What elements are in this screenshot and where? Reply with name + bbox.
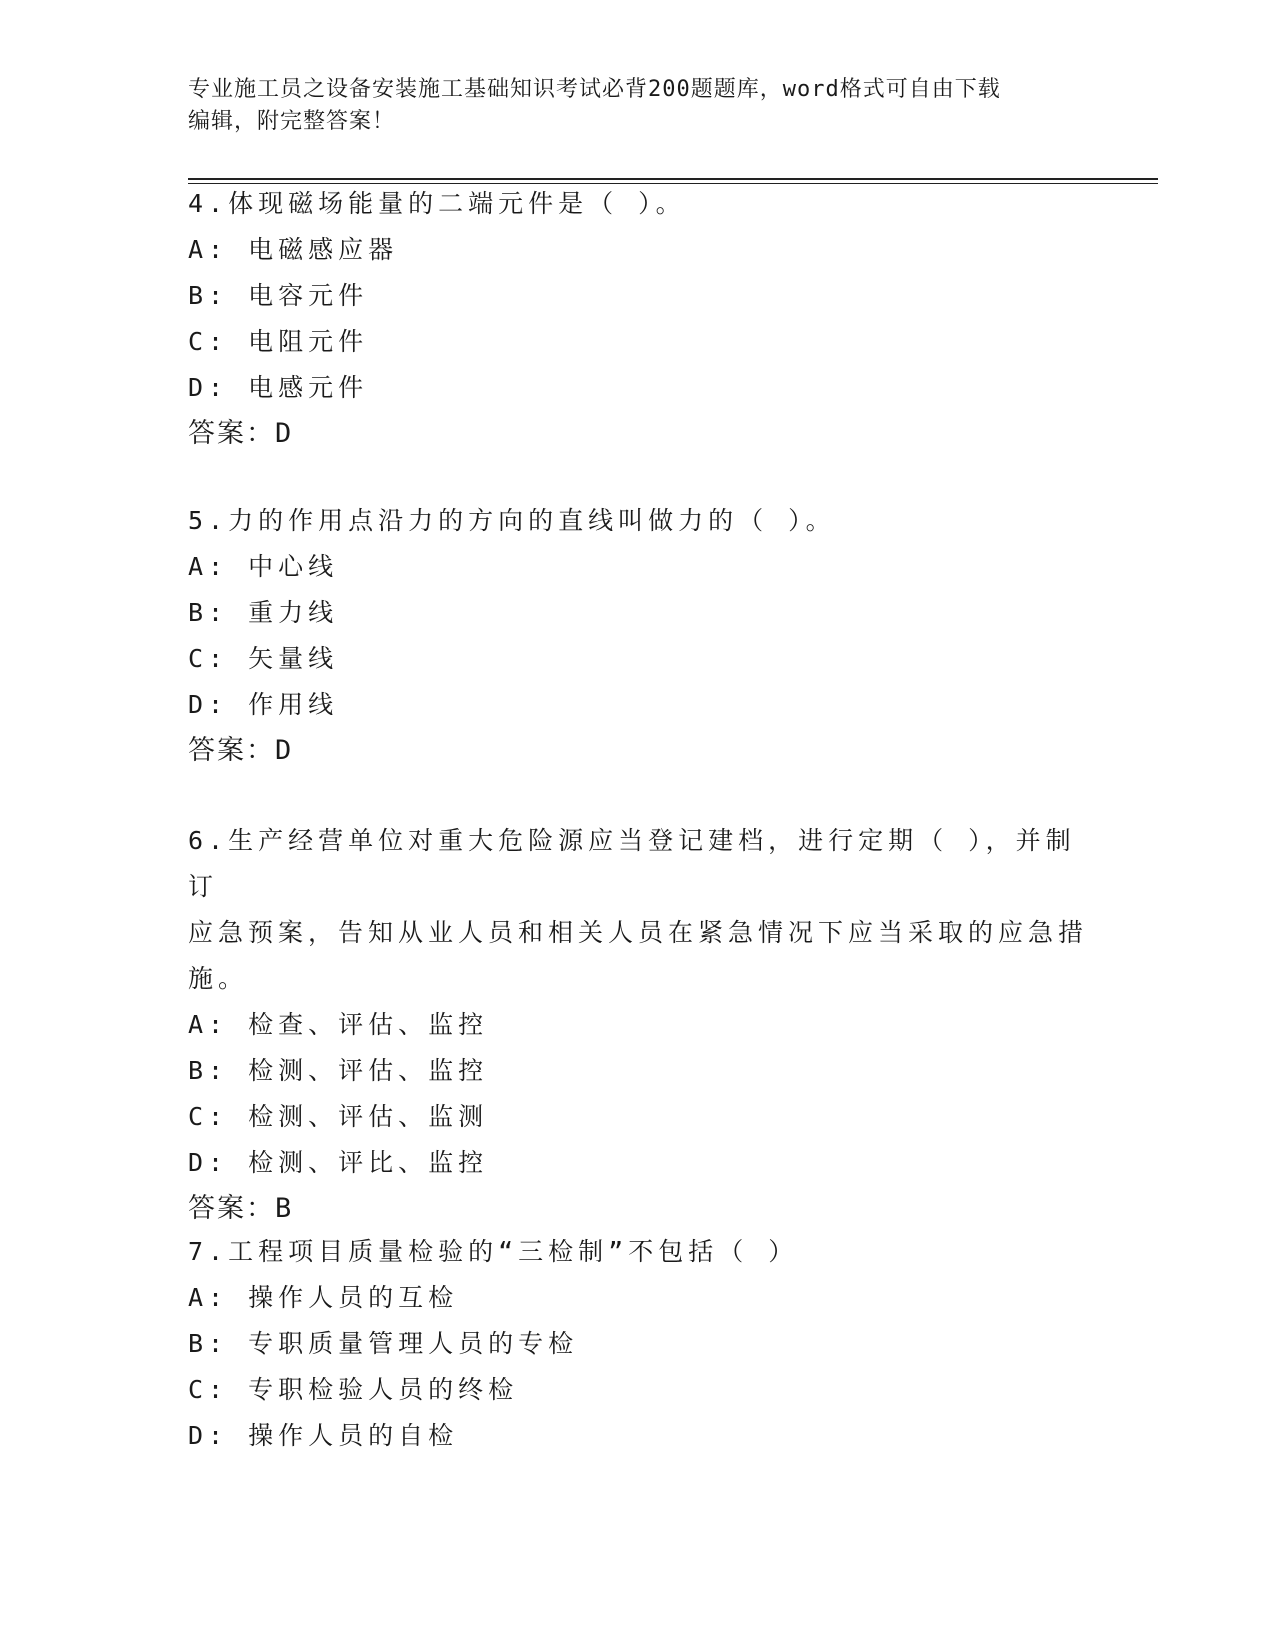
question-title-line-3: 施。 xyxy=(188,964,249,993)
option-d: D: 电感元件 xyxy=(188,373,369,402)
header-line-1: 专业施工员之设备安装施工基础知识考试必背200题题库，word格式可自由下载 xyxy=(188,77,1001,102)
question-title: 4.体现磁场能量的二端元件是（ ）。 xyxy=(188,189,686,218)
question-5 xyxy=(188,498,1088,774)
option-c: C: 电阻元件 xyxy=(188,327,369,356)
option-a: A: 检查、评估、监控 xyxy=(188,1010,489,1039)
question-title: 5.力的作用点沿力的方向的直线叫做力的（ ）。 xyxy=(188,506,836,535)
answer: 答案：B xyxy=(188,1193,294,1224)
question-title-line-2: 应急预案，告知从业人员和相关人员在紧急情况下应当采取的应急措 xyxy=(188,918,1089,947)
question-6 xyxy=(188,818,1088,1232)
option-c: C: 矢量线 xyxy=(188,644,339,673)
option-b: B: 重力线 xyxy=(188,598,339,627)
header-line-2: 编辑，附完整答案！ xyxy=(188,109,396,134)
option-a: A: 电磁感应器 xyxy=(188,235,399,264)
option-c: C: 专职检验人员的终检 xyxy=(188,1375,519,1404)
option-d: D: 作用线 xyxy=(188,690,339,719)
question-7 xyxy=(188,1229,1088,1459)
question-title: 7.工程项目质量检验的“三检制”不包括（ ） xyxy=(188,1237,799,1266)
option-b: B: 电容元件 xyxy=(188,281,369,310)
document-header xyxy=(188,74,1068,138)
option-d: D: 检测、评比、监控 xyxy=(188,1148,489,1177)
option-d: D: 操作人员的自检 xyxy=(188,1421,459,1450)
option-a: A: 操作人员的互检 xyxy=(188,1283,459,1312)
option-b: B: 检测、评估、监控 xyxy=(188,1056,489,1085)
question-4 xyxy=(188,181,1088,457)
option-c: C: 检测、评估、监测 xyxy=(188,1102,489,1131)
header-rule-thick xyxy=(188,178,1158,180)
option-a: A: 中心线 xyxy=(188,552,339,581)
question-title-line-1: 6.生产经营单位对重大危险源应当登记建档，进行定期（ ），并制订 xyxy=(188,826,1076,901)
option-b: B: 专职质量管理人员的专检 xyxy=(188,1329,579,1358)
answer: 答案：D xyxy=(188,735,294,766)
answer: 答案：D xyxy=(188,418,294,449)
